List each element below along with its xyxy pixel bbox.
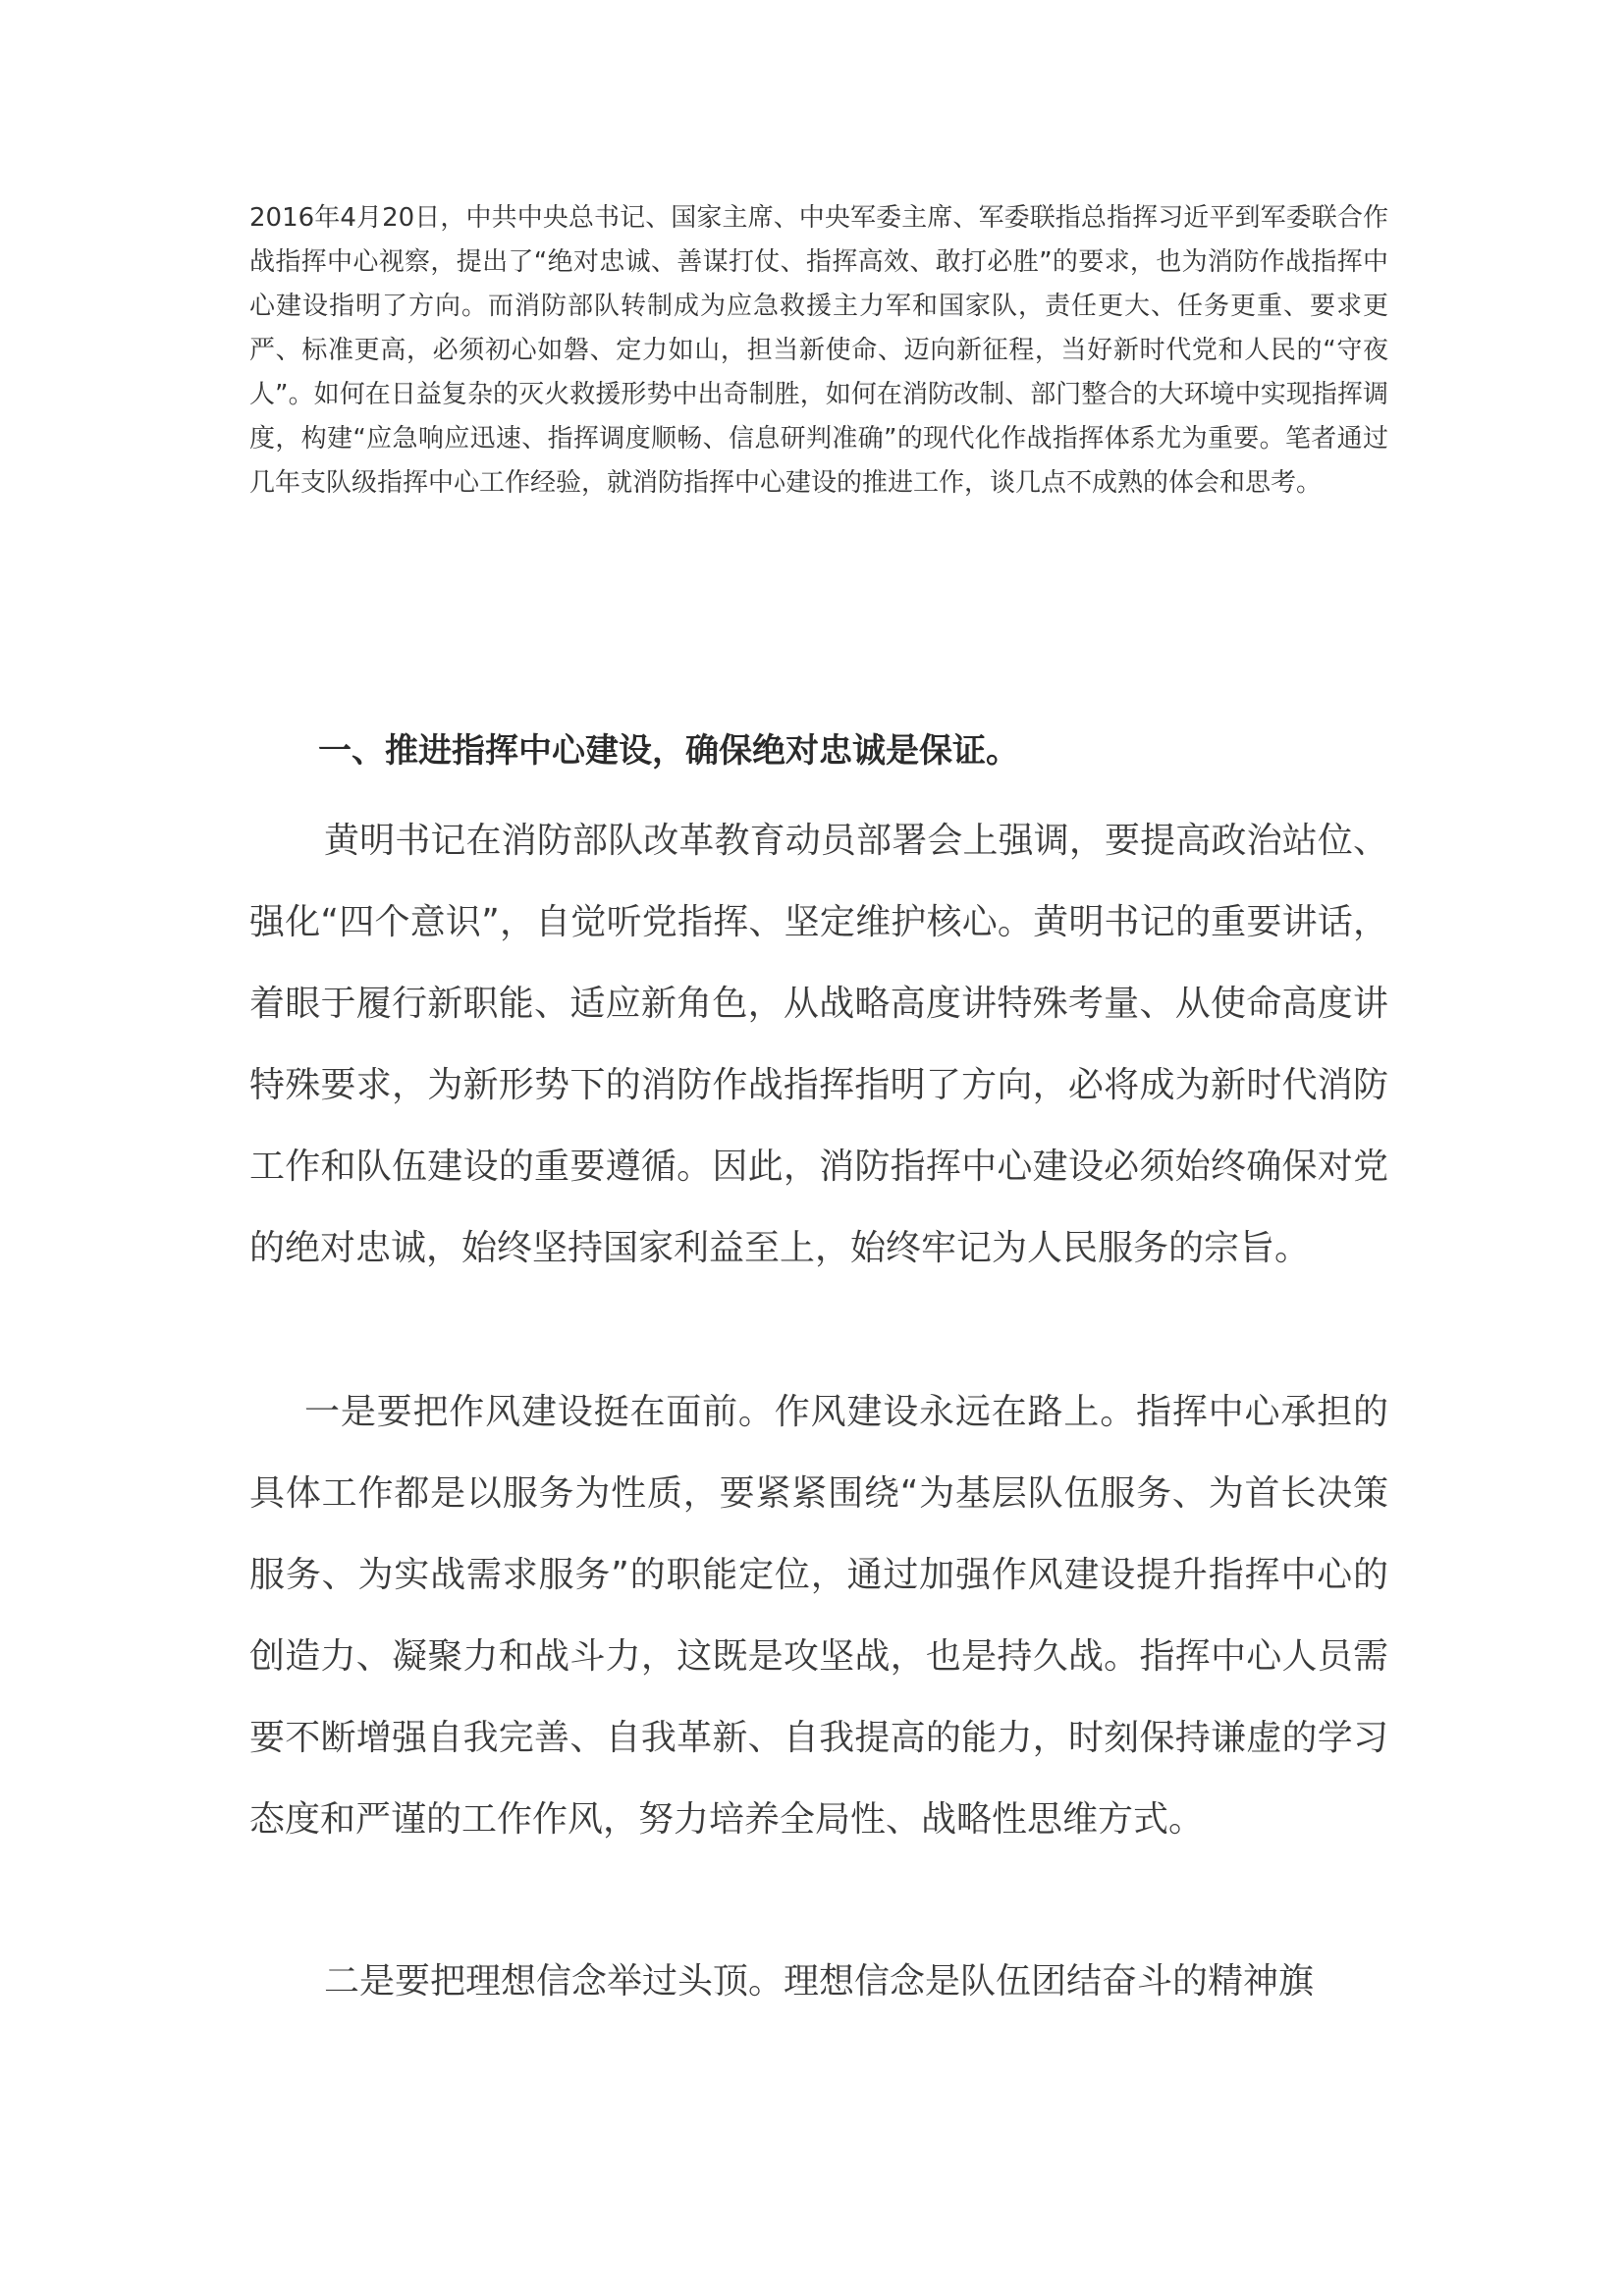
document-body bbox=[249, 196, 1388, 2002]
body-paragraph-2: 一是要把作风建设挺在面前。作风建设永远在路上。指挥中心承担的具体工作都是以服务为性质，要紧紧围绕“为基层队伍服务、为首长决策服务、为实战需求服务”的职能定位，通过加强作风建设提升指挥中心的创造力、凝聚力和战斗力，这既是攻坚战，也是持久战。指挥中心人员需要不断增强自我完善、自我革新、自我提高的能力，时刻保持谦虚的学习态度和严谨的工作作风，努力培养全局性、战略性思维方式。 bbox=[249, 1392, 1388, 1840]
body-paragraph-1: 黄明书记在消防部队改革教育动员部署会上强调，要提高政治站位、强化“四个意识”，自觉听党指挥、坚定维护核心。黄明书记的重要讲话，着眼于履行新职能、适应新角色，从战略高度讲特殊考量、从使命高度讲特殊要求，为新形势下的消防作战指挥指明了方向，必将成为新时代消防工作和队伍建设的重要遵循。因此，消防指挥中心建设必须始终确保对党的绝对忠诚，始终坚持国家利益至上，始终牢记为人民服务的宗旨。 bbox=[249, 821, 1388, 1268]
section-heading: 一、推进指挥中心建设，确保绝对忠诚是保证。 bbox=[318, 731, 1019, 771]
body-paragraph-3: 二是要把理想信念举过头顶。理想信念是队伍团结奋斗的精神旗 bbox=[324, 1961, 1315, 2002]
intro-paragraph: 2016年4月20日，中共中央总书记、国家主席、中央军委主席、军委联指总指挥习近平到军委联合作战指挥中心视察，提出了“绝对忠诚、善谋打仗、指挥高效、敢打必胜”的要求，也为消防作战指挥中心建设指明了方向。而消防部队转制成为应急救援主力军和国家队，责任更大、任务更重、要求更严、标准更高，必须初心如磐、定力如山，担当新使命、迈向新征程，当好新时代党和人民的“守夜人”。如何在日益复杂的灭火救援形势中出奇制胜，如何在消防改制、部门整合的大环境中实现指挥调度，构建“应急响应迅速、指挥调度顺畅、信息研判准确”的现代化作战指挥体系尤为重要。笔者通过几年支队级指挥中心工作经验，就消防指挥中心建设的推进工作，谈几点不成熟的体会和思考。 bbox=[249, 203, 1388, 498]
